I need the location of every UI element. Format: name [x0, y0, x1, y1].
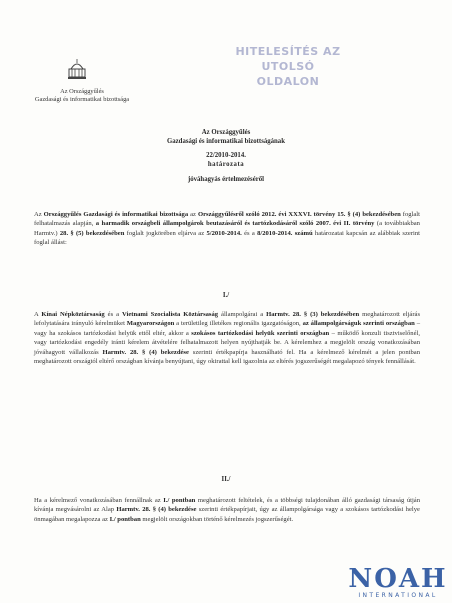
title-line-1: Az Országgyűlés	[201, 129, 251, 136]
section-1-heading: I./	[222, 292, 230, 299]
parliament-crest-icon	[66, 58, 88, 82]
document-title	[0, 128, 452, 146]
authentication-stamp	[232, 44, 344, 89]
section-2-heading: II./	[221, 476, 231, 483]
resolution-subject: jóváhagyás értelmezéséről	[187, 176, 265, 183]
title-line-2: Gazdasági és informatikai bizottságának	[166, 138, 285, 145]
resolution-kind: határozata	[207, 161, 245, 168]
resolution-number: 22/2010-2014.	[206, 152, 246, 159]
noah-international-logo	[346, 566, 450, 600]
org-committee: Gazdasági és informatikai bizottsága	[34, 96, 130, 103]
intro-paragraph: Az Országgyűlés Gazdasági és informatikai bizottsága az Országgyűlésről szóló 2012. évi XXXVI. törvény 15. § (4) bekezdésében foglalt felhatalmazás alapján, a harmadik országbeli állampolgárok beutazásáról és tartózkodásáról szóló 2007. évi II. törvény (a továbbiakban Harmtv.) 28. § (5) bekezdésében foglalt jogkörében eljárva az 5/2010-2014. és a 8/2010-2014. számú határozatai kapcsán az alábbiak szerint foglal állást:	[34, 211, 420, 247]
stamp-line-2: UTOLSÓ OLDALON	[256, 60, 320, 88]
stamp-line-1: HITELESÍTÉS AZ	[235, 45, 341, 58]
org-header	[20, 88, 144, 104]
org-name: Az Országgyűlés	[60, 88, 104, 95]
section-1-paragraph: A Kínai Népköztársaság és a Vietnami Szocialista Köztársaság állampolgárai a Harmtv. 28. § (3) bekezdésében meghatározott eljárás lefolytatására irányuló kérelmüket Magyarországon a területileg illetékes regionális igazgatóságon, az állampolgárságuk szerinti országban – vagy ha szokásos tartózkodási helyük ettől eltér, akkor a szokásos tartózkodási helyük szerinti országban – működő konzuli tisztviselőnél, vagy tartózkodási engedély iránti kérelem átvételére felhatalmazott helyen nyújthatják be. A kérelemhez a megjelölt ország vonatkozásában jóváhagyott vállalkozás Harmtv. 28. § (4) bekezdése szerinti értékpapírja használható fel. Ha a kérelmező kérelmét a jelen pontban meghatározott országtól eltérő országban kívánja benyújtani, úgy okirattal kell igazolnia az eltérés jogszerűségét megalapozó tények fennállását.	[34, 311, 421, 366]
section-2-paragraph: Ha a kérelmező vonatkozásában fennállnak az I./ pontban meghatározott feltételek, és a többségi tulajdonában álló gazdasági társaság útján kívánja megvásárolni az Alap Harmtv. 28. § (4) bekezdése szerinti értékpapírjait, úgy az állampolgársága vagy a szokásos tartózkodási helye önmagában megalapozza az I./ pontban megjelölt országokban történő kérelmezés jogszerűségét.	[34, 497, 421, 523]
logo-wordmark: NOAH	[348, 564, 448, 594]
logo-subtitle: INTERNATIONAL	[358, 592, 438, 599]
